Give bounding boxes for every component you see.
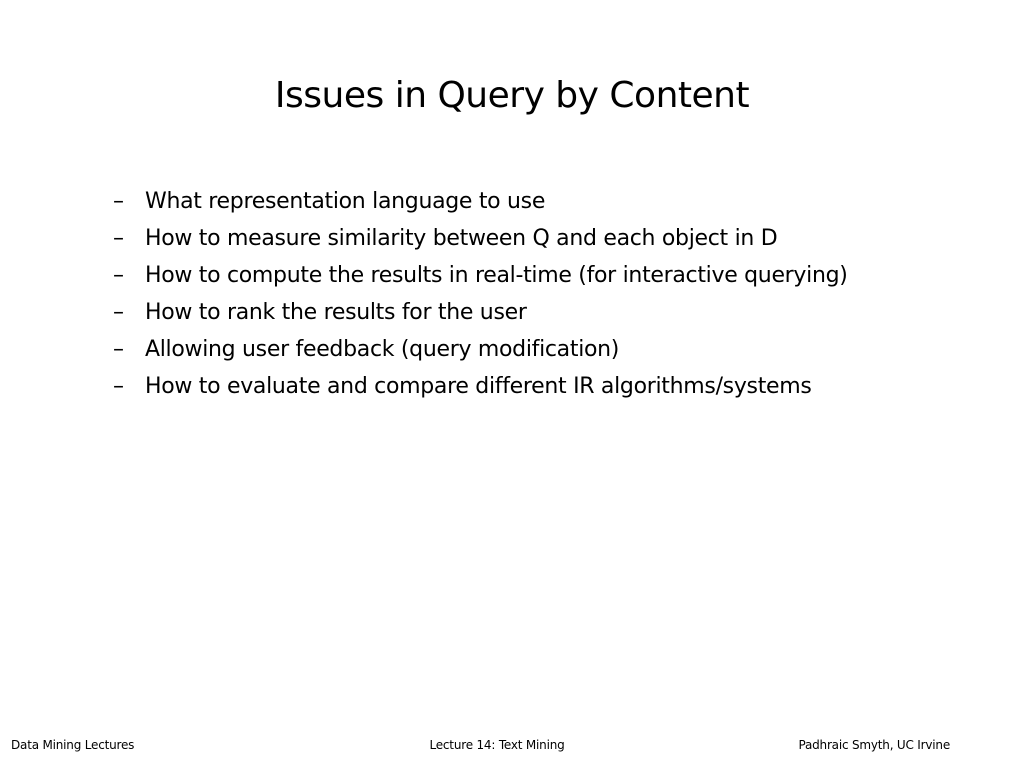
bullet-item bbox=[113, 368, 848, 405]
bullet-item bbox=[113, 294, 848, 331]
slide-title: Issues in Query by Content bbox=[274, 75, 750, 116]
bullet-text: Allowing user feedback (query modification) bbox=[145, 337, 620, 362]
bullet-item bbox=[113, 183, 848, 220]
footer-left-text: Data Mining Lectures bbox=[11, 738, 135, 752]
bullet-item bbox=[113, 257, 848, 294]
bullet-dash: – bbox=[113, 300, 124, 325]
footer-center-text: Lecture 14: Text Mining bbox=[429, 738, 565, 752]
bullet-text: What representation language to use bbox=[145, 189, 546, 214]
bullet-text: How to measure similarity between Q and each object in D bbox=[145, 226, 778, 251]
bullet-text: How to compute the results in real-time (for interactive querying) bbox=[145, 263, 848, 288]
footer-right-text: Padhraic Smyth, UC Irvine bbox=[798, 738, 950, 752]
bullet-text: How to rank the results for the user bbox=[145, 300, 527, 325]
bullet-dash: – bbox=[113, 226, 124, 251]
bullet-dash: – bbox=[113, 337, 124, 362]
bullet-list bbox=[113, 183, 848, 405]
bullet-text: How to evaluate and compare different IR algorithms/systems bbox=[145, 374, 812, 399]
bullet-dash: – bbox=[113, 189, 124, 214]
bullet-dash: – bbox=[113, 263, 124, 288]
bullet-dash: – bbox=[113, 374, 124, 399]
bullet-item bbox=[113, 220, 848, 257]
bullet-item bbox=[113, 331, 848, 368]
